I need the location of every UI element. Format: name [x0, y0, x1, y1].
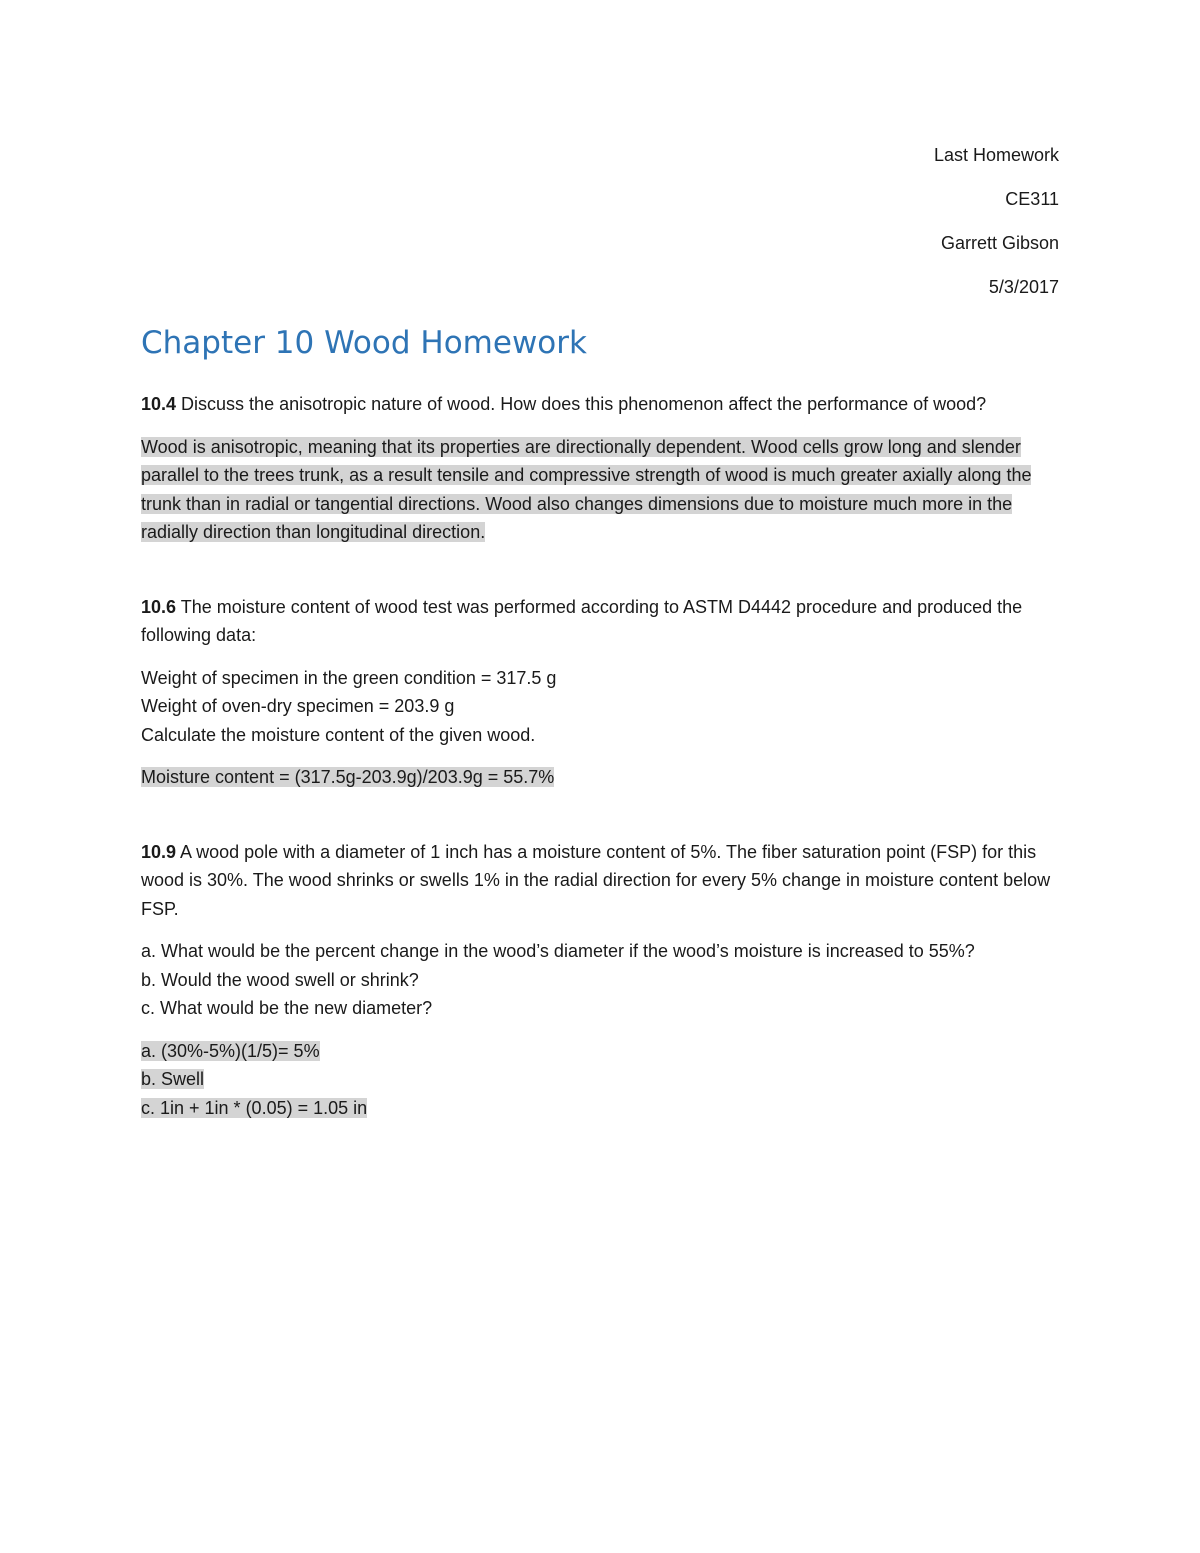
- answer-b: b. Swell: [141, 1069, 205, 1089]
- question-10-9-parts: [141, 937, 1061, 1023]
- question-10-9: [141, 838, 1061, 924]
- header-block: [934, 140, 1059, 316]
- question-text: A wood pole with a diameter of 1 inch has a moisture content of 5%. The fiber saturation point (FSP) for this wood is 30%. The wood shrinks or swells 1% in the radial direction for every 5% change in moisture content below FSP.: [141, 841, 1051, 919]
- question-10-6-data: [141, 664, 1061, 750]
- part-c: c. What would be the new diameter?: [141, 998, 433, 1018]
- header-assignment: Last Homework: [933, 145, 1059, 165]
- data-line-instruction: Calculate the moisture content of the given wood.: [141, 724, 536, 745]
- header-author: Garrett Gibson: [940, 233, 1059, 253]
- question-text: Discuss the anisotropic nature of wood. How does this phenomenon affect the performance of wood?: [176, 394, 987, 414]
- question-text: The moisture content of wood test was performed according to ASTM D4442 procedure and produced the following data:: [141, 596, 1023, 645]
- question-10-4: [141, 390, 1061, 419]
- question-number: 10.6: [141, 596, 177, 617]
- part-a: a. What would be the percent change in the wood’s diameter if the wood’s moisture is increased to 55%?: [141, 941, 975, 961]
- question-number: 10.9: [141, 841, 177, 862]
- question-number: 10.4: [141, 394, 177, 414]
- document-body: [141, 318, 1061, 1122]
- header-course: CE311: [1005, 189, 1059, 209]
- answer-text: Wood is anisotropic, meaning that its properties are directionally dependent. Wood cells grow long and slender parallel to the trees trunk, as a result tensile and compressive strength of wood is much greater axially along the trunk than in radial or tangential directions. Wood also changes dimensions due to moisture much more in the radially direction than longitudinal direction.: [141, 436, 1032, 542]
- data-line-oven-dry-weight: Weight of oven-dry specimen = 203.9 g: [141, 696, 455, 716]
- answer-10-6: [141, 763, 1061, 792]
- header-date: 5/3/2017: [988, 277, 1059, 297]
- answer-text: Moisture content = (317.5g-203.9g)/203.9g = 55.7%: [141, 767, 555, 787]
- chapter-title: Chapter 10 Wood Homework: [141, 325, 587, 361]
- answer-c: c. 1in + 1in * (0.05) = 1.05 in: [141, 1097, 368, 1118]
- answer-10-9: [141, 1037, 1061, 1123]
- part-b: b. Would the wood swell or shrink?: [141, 969, 419, 990]
- answer-10-4: [141, 433, 1061, 547]
- answer-a: a. (30%-5%)(1/5)= 5%: [141, 1040, 320, 1061]
- question-10-6: [141, 593, 1061, 650]
- data-line-green-weight: Weight of specimen in the green condition = 317.5 g: [141, 667, 557, 688]
